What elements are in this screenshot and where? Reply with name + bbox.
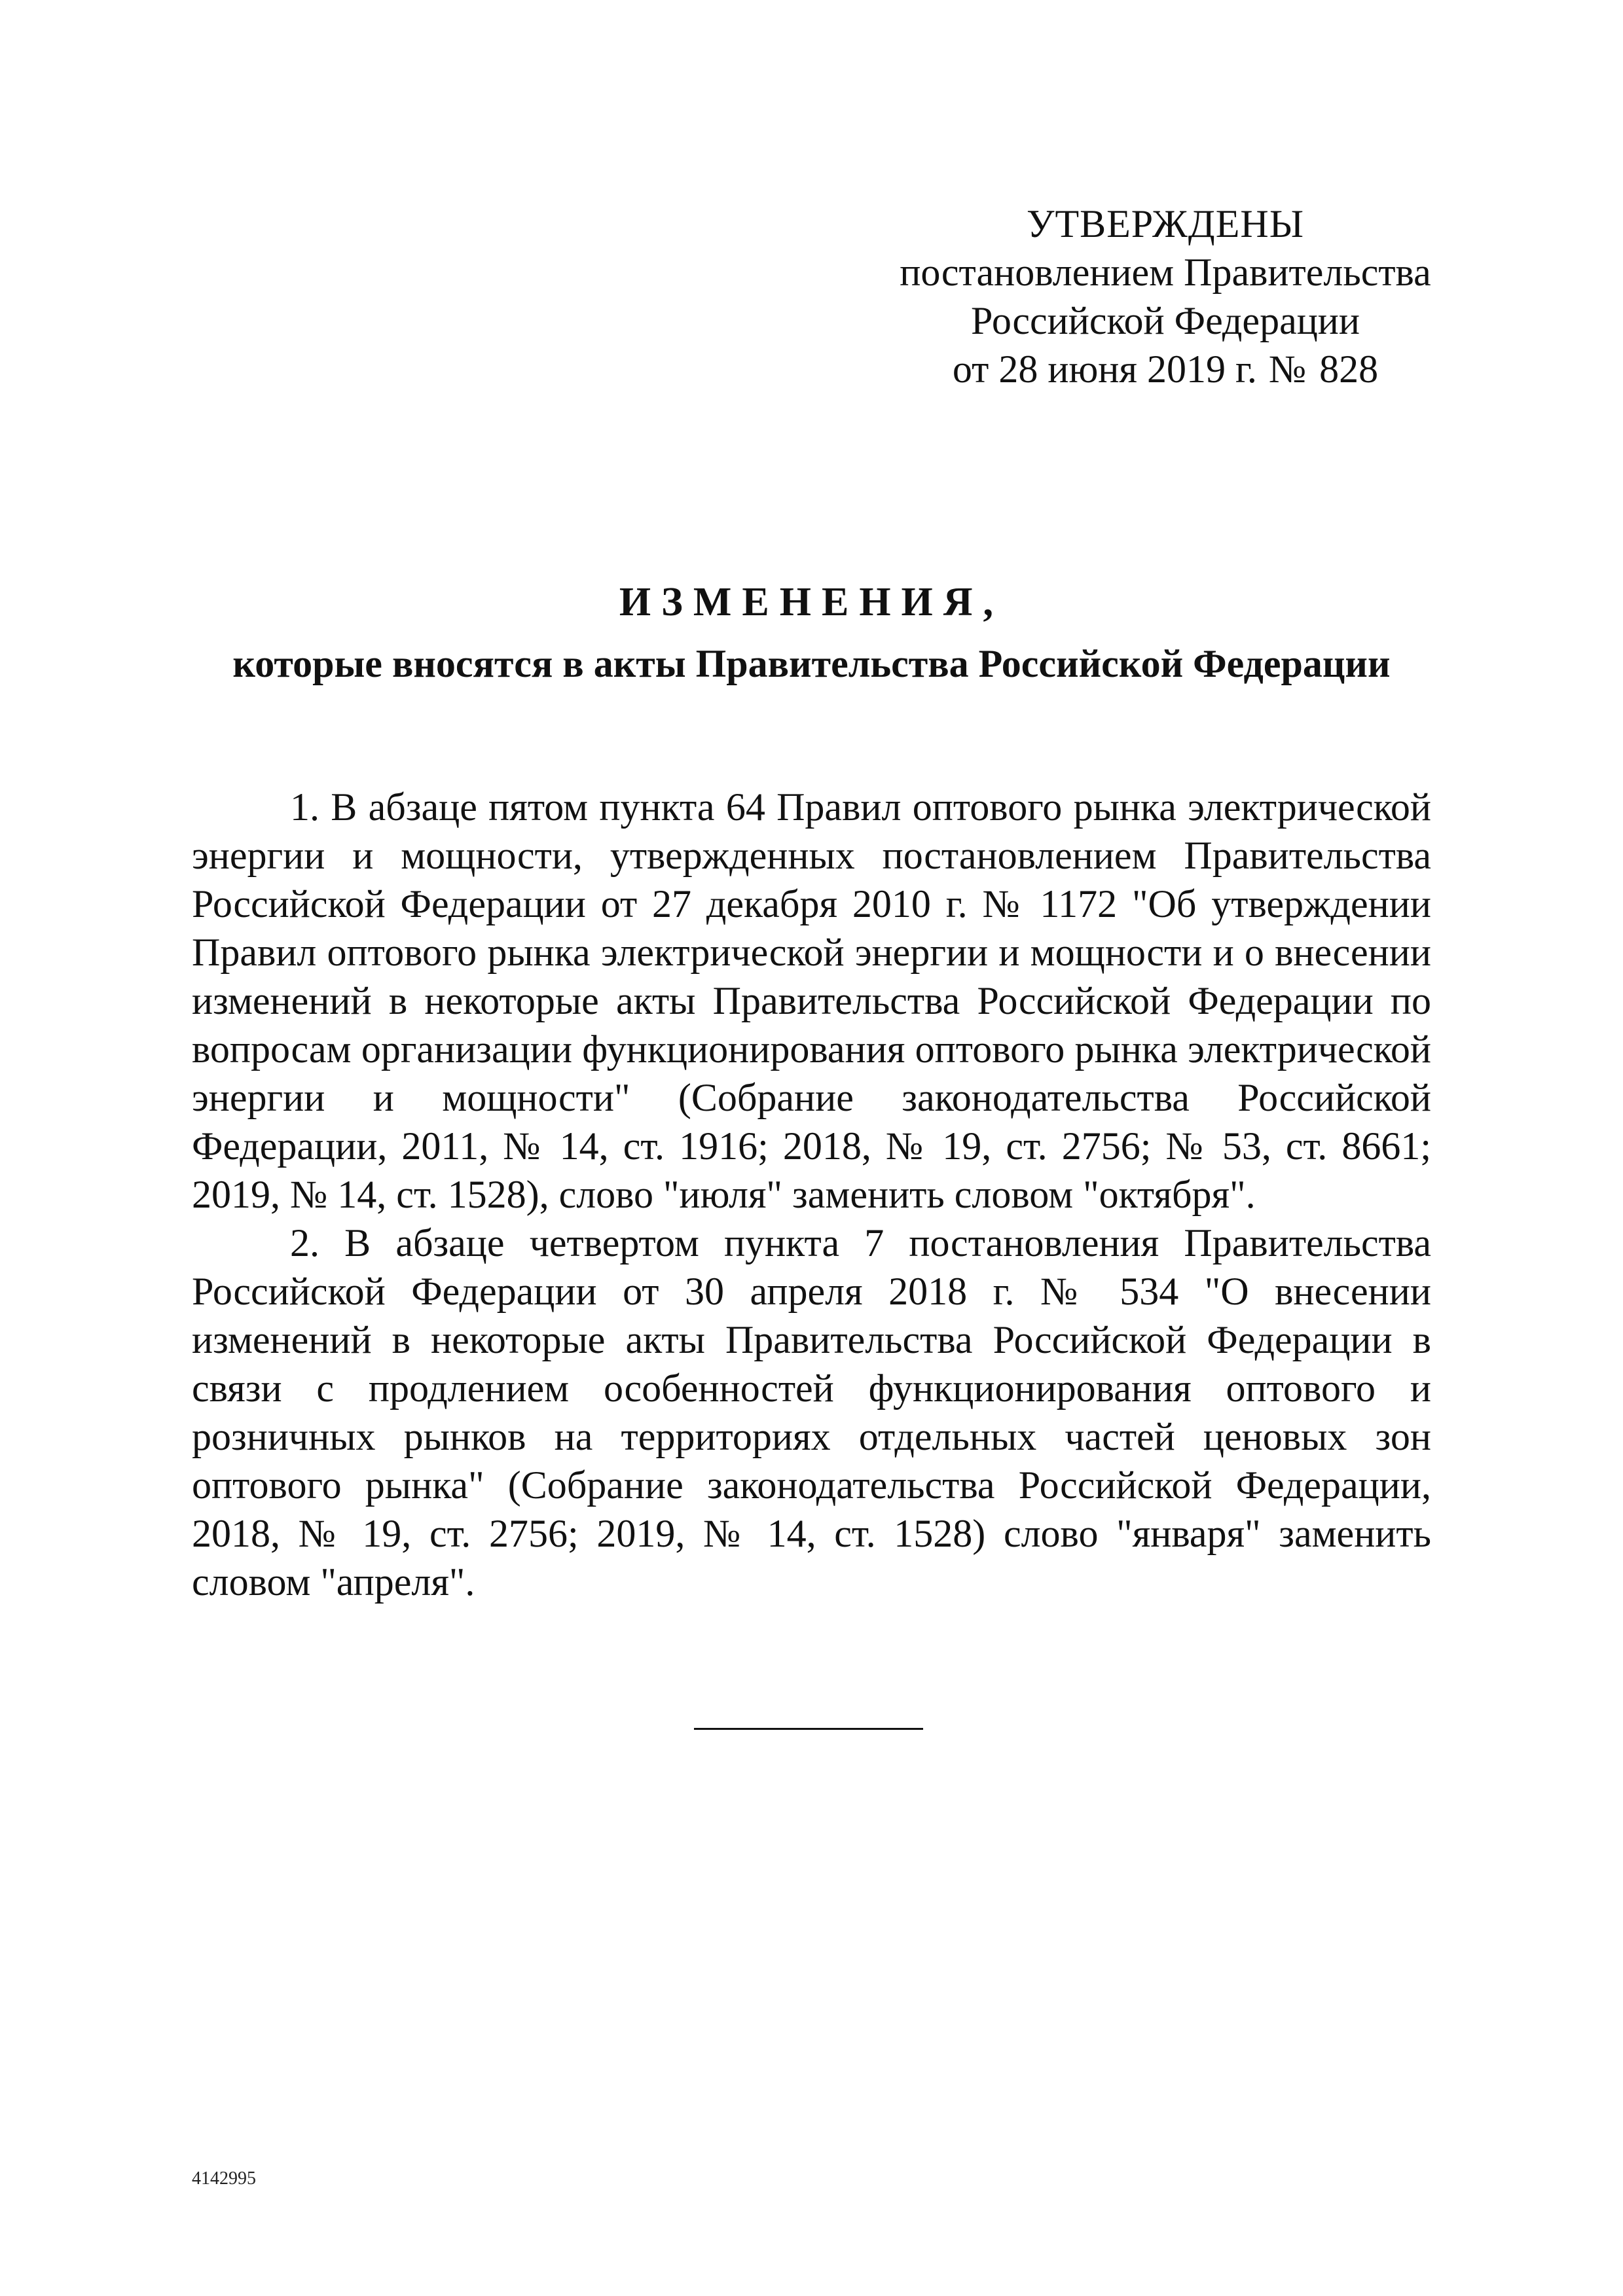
document-heading [192,576,1431,690]
approval-line-resolution: постановлением Правительства [900,251,1431,294]
approval-date-line [871,345,1460,393]
approval-date: от 28 июня 2019 г. [952,348,1257,391]
document-subtitle: которые вносятся в акты Правительства Российской Федерации [232,642,1391,685]
paragraph-2: 2. В абзаце четвертом пункта 7 постановления Правительства Российской Федерации от 30 апреля 2018 г. № 534 "О внесении изменений в некоторые акты Правительства Российской Федерации в связи с продлением особенностей функционирования оптового и розничных рынков на территориях отдельных частей ценовых зон оптового рынка" (Собрание законодательства Российской Федерации, 2018, № 19, ст. 2756; 2019, № 14, ст. 1528) слово "января" заменить словом "апреля". [192,1221,1431,1604]
document-body [192,783,1431,1606]
approval-number: 828 [1319,348,1379,391]
document-code: 4142995 [192,2168,256,2189]
approval-line-country: Российской Федерации [970,299,1360,342]
paragraph-1: 1. В абзаце пятом пункта 64 Правил оптового рынка электрической энергии и мощности, утвержденных постановлением Правительства Российской Федерации от 27 декабря 2010 г. № 1172 "Об утверждении Правил оптового рынка электрической энергии и мощности и о внесении изменений в некоторые акты Правительства Российской Федерации по вопросам организации функционирования оптового рынка электрической энергии и мощности" (Собрание законодательства Российской Федерации, 2011, № 14, ст. 1916; 2018, № 19, ст. 2756; № 53, ст. 8661; 2019, № 14, ст. 1528), слово "июля" заменить словом "октября". [192,785,1431,1216]
approval-title: УТВЕРЖДЕНЫ [1026,202,1305,245]
approval-number-sign: № [1268,348,1307,391]
document-title: ИЗМЕНЕНИЯ, [619,580,1004,624]
approval-stamp [871,200,1460,393]
closing-divider [694,1728,923,1730]
